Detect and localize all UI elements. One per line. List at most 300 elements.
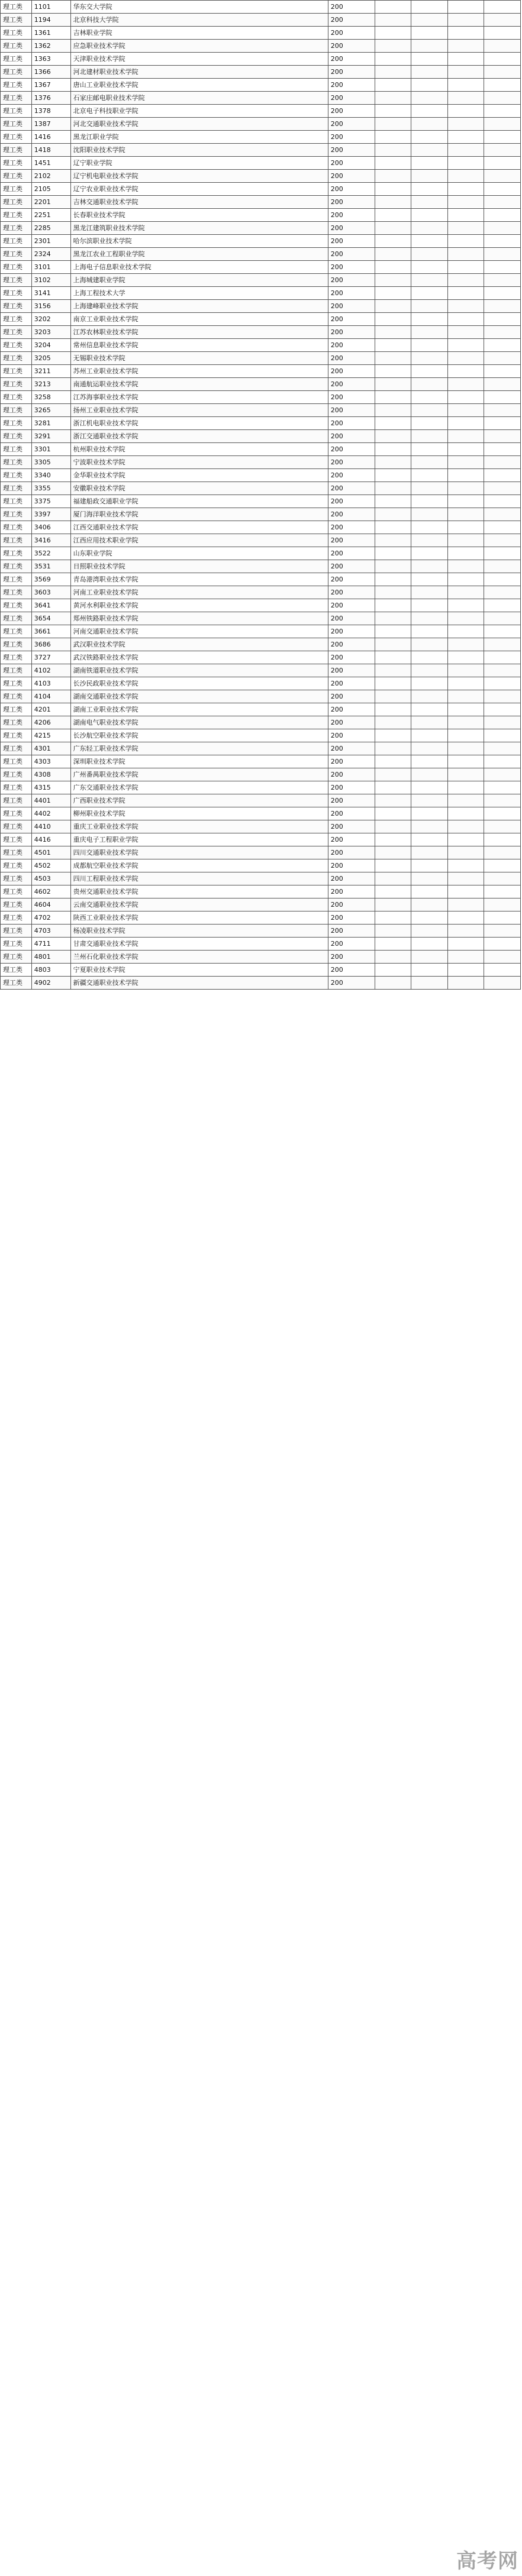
category-cell: 理工类 bbox=[1, 287, 32, 300]
school-name-cell: 湖南铁道职业技术学院 bbox=[70, 664, 328, 677]
score-cell-4 bbox=[484, 898, 521, 912]
school-code-cell: 3211 bbox=[31, 365, 70, 378]
table-row bbox=[1, 274, 521, 287]
score-cell-1 bbox=[375, 716, 411, 729]
score-cell-1 bbox=[375, 27, 411, 40]
plan-cell: 200 bbox=[328, 79, 375, 92]
score-cell-2 bbox=[411, 872, 448, 885]
table-row bbox=[1, 794, 521, 807]
category-cell: 理工类 bbox=[1, 742, 32, 755]
school-code-cell: 2324 bbox=[31, 248, 70, 261]
school-code-cell: 3406 bbox=[31, 521, 70, 534]
plan-cell: 200 bbox=[328, 925, 375, 938]
score-cell-1 bbox=[375, 274, 411, 287]
score-cell-2 bbox=[411, 690, 448, 703]
score-cell-3 bbox=[447, 560, 484, 573]
category-cell: 理工类 bbox=[1, 170, 32, 183]
table-row bbox=[1, 755, 521, 768]
score-cell-4 bbox=[484, 300, 521, 313]
school-name-cell: 宁夏职业技术学院 bbox=[70, 964, 328, 977]
score-cell-1 bbox=[375, 573, 411, 586]
plan-cell: 200 bbox=[328, 951, 375, 964]
school-code-cell: 4502 bbox=[31, 859, 70, 872]
school-name-cell: 金华职业技术学院 bbox=[70, 469, 328, 482]
score-cell-1 bbox=[375, 417, 411, 430]
table-row bbox=[1, 768, 521, 781]
score-cell-1 bbox=[375, 560, 411, 573]
school-code-cell: 4315 bbox=[31, 781, 70, 794]
score-cell-2 bbox=[411, 404, 448, 417]
score-cell-1 bbox=[375, 977, 411, 990]
category-cell: 理工类 bbox=[1, 1, 32, 14]
table-row bbox=[1, 391, 521, 404]
score-cell-1 bbox=[375, 703, 411, 716]
plan-cell: 200 bbox=[328, 768, 375, 781]
score-cell-3 bbox=[447, 14, 484, 27]
category-cell: 理工类 bbox=[1, 677, 32, 690]
score-cell-3 bbox=[447, 144, 484, 157]
plan-cell: 200 bbox=[328, 612, 375, 625]
school-name-cell: 江西交通职业技术学院 bbox=[70, 521, 328, 534]
school-code-cell: 4303 bbox=[31, 755, 70, 768]
category-cell: 理工类 bbox=[1, 977, 32, 990]
school-code-cell: 3281 bbox=[31, 417, 70, 430]
score-cell-4 bbox=[484, 573, 521, 586]
school-code-cell: 2285 bbox=[31, 222, 70, 235]
school-code-cell: 3641 bbox=[31, 599, 70, 612]
score-cell-2 bbox=[411, 925, 448, 938]
category-cell: 理工类 bbox=[1, 430, 32, 443]
school-name-cell: 四川交通职业技术学院 bbox=[70, 846, 328, 859]
table-row bbox=[1, 105, 521, 118]
category-cell: 理工类 bbox=[1, 157, 32, 170]
table-row bbox=[1, 560, 521, 573]
table-row bbox=[1, 833, 521, 846]
school-name-cell: 福建船政交通职业学院 bbox=[70, 495, 328, 508]
score-cell-4 bbox=[484, 872, 521, 885]
score-cell-1 bbox=[375, 53, 411, 66]
school-code-cell: 4703 bbox=[31, 925, 70, 938]
plan-cell: 200 bbox=[328, 183, 375, 196]
school-name-cell: 甘肃交通职业技术学院 bbox=[70, 938, 328, 951]
score-cell-4 bbox=[484, 638, 521, 651]
score-cell-1 bbox=[375, 261, 411, 274]
score-cell-4 bbox=[484, 677, 521, 690]
category-cell: 理工类 bbox=[1, 898, 32, 912]
score-cell-1 bbox=[375, 521, 411, 534]
category-cell: 理工类 bbox=[1, 755, 32, 768]
category-cell: 理工类 bbox=[1, 560, 32, 573]
score-cell-4 bbox=[484, 781, 521, 794]
table-row bbox=[1, 912, 521, 925]
table-row bbox=[1, 287, 521, 300]
score-cell-3 bbox=[447, 612, 484, 625]
school-code-cell: 4801 bbox=[31, 951, 70, 964]
plan-cell: 200 bbox=[328, 833, 375, 846]
score-cell-3 bbox=[447, 638, 484, 651]
score-cell-3 bbox=[447, 925, 484, 938]
school-code-cell: 1418 bbox=[31, 144, 70, 157]
plan-cell: 200 bbox=[328, 53, 375, 66]
score-cell-4 bbox=[484, 977, 521, 990]
school-name-cell: 长沙航空职业技术学院 bbox=[70, 729, 328, 742]
score-cell-4 bbox=[484, 105, 521, 118]
table-row bbox=[1, 781, 521, 794]
school-code-cell: 1387 bbox=[31, 118, 70, 131]
school-name-cell: 上海电子信息职业技术学院 bbox=[70, 261, 328, 274]
score-cell-4 bbox=[484, 547, 521, 560]
school-name-cell: 四川工程职业技术学院 bbox=[70, 872, 328, 885]
table-row bbox=[1, 625, 521, 638]
score-cell-3 bbox=[447, 547, 484, 560]
category-cell: 理工类 bbox=[1, 482, 32, 495]
score-cell-1 bbox=[375, 157, 411, 170]
school-name-cell: 厦门海洋职业技术学院 bbox=[70, 508, 328, 521]
score-cell-2 bbox=[411, 131, 448, 144]
table-row bbox=[1, 951, 521, 964]
category-cell: 理工类 bbox=[1, 261, 32, 274]
school-name-cell: 成都航空职业技术学院 bbox=[70, 859, 328, 872]
plan-cell: 200 bbox=[328, 664, 375, 677]
table-row bbox=[1, 586, 521, 599]
score-cell-3 bbox=[447, 391, 484, 404]
score-cell-2 bbox=[411, 833, 448, 846]
score-cell-3 bbox=[447, 768, 484, 781]
school-code-cell: 3213 bbox=[31, 378, 70, 391]
category-cell: 理工类 bbox=[1, 586, 32, 599]
score-cell-2 bbox=[411, 352, 448, 365]
school-code-cell: 3569 bbox=[31, 573, 70, 586]
score-cell-3 bbox=[447, 339, 484, 352]
school-code-cell: 3102 bbox=[31, 274, 70, 287]
score-cell-3 bbox=[447, 794, 484, 807]
score-cell-4 bbox=[484, 53, 521, 66]
table-row bbox=[1, 79, 521, 92]
table-row bbox=[1, 534, 521, 547]
school-code-cell: 4308 bbox=[31, 768, 70, 781]
school-name-cell: 杭州职业技术学院 bbox=[70, 443, 328, 456]
school-code-cell: 1416 bbox=[31, 131, 70, 144]
score-cell-1 bbox=[375, 625, 411, 638]
score-cell-1 bbox=[375, 690, 411, 703]
score-cell-3 bbox=[447, 755, 484, 768]
score-cell-3 bbox=[447, 27, 484, 40]
school-code-cell: 3156 bbox=[31, 300, 70, 313]
score-cell-2 bbox=[411, 222, 448, 235]
school-code-cell: 3355 bbox=[31, 482, 70, 495]
score-cell-3 bbox=[447, 287, 484, 300]
plan-cell: 200 bbox=[328, 898, 375, 912]
score-cell-1 bbox=[375, 105, 411, 118]
table-row bbox=[1, 482, 521, 495]
plan-cell: 200 bbox=[328, 755, 375, 768]
plan-cell: 200 bbox=[328, 326, 375, 339]
score-cell-4 bbox=[484, 222, 521, 235]
school-name-cell: 河南工业职业技术学院 bbox=[70, 586, 328, 599]
school-code-cell: 4201 bbox=[31, 703, 70, 716]
plan-cell: 200 bbox=[328, 977, 375, 990]
score-cell-4 bbox=[484, 170, 521, 183]
score-cell-1 bbox=[375, 14, 411, 27]
plan-cell: 200 bbox=[328, 443, 375, 456]
school-name-cell: 日照职业技术学院 bbox=[70, 560, 328, 573]
table-row bbox=[1, 495, 521, 508]
category-cell: 理工类 bbox=[1, 651, 32, 664]
score-cell-1 bbox=[375, 742, 411, 755]
school-code-cell: 3727 bbox=[31, 651, 70, 664]
score-cell-4 bbox=[484, 391, 521, 404]
score-cell-3 bbox=[447, 209, 484, 222]
score-cell-4 bbox=[484, 938, 521, 951]
plan-cell: 200 bbox=[328, 469, 375, 482]
category-cell: 理工类 bbox=[1, 938, 32, 951]
school-code-cell: 1367 bbox=[31, 79, 70, 92]
table-row bbox=[1, 209, 521, 222]
school-code-cell: 4402 bbox=[31, 807, 70, 820]
score-cell-2 bbox=[411, 183, 448, 196]
school-name-cell: 华东交大学院 bbox=[70, 1, 328, 14]
score-cell-1 bbox=[375, 833, 411, 846]
score-cell-3 bbox=[447, 469, 484, 482]
score-cell-3 bbox=[447, 781, 484, 794]
table-row bbox=[1, 196, 521, 209]
score-cell-4 bbox=[484, 703, 521, 716]
score-cell-2 bbox=[411, 807, 448, 820]
category-cell: 理工类 bbox=[1, 144, 32, 157]
school-code-cell: 3416 bbox=[31, 534, 70, 547]
score-cell-3 bbox=[447, 651, 484, 664]
table-row bbox=[1, 118, 521, 131]
category-cell: 理工类 bbox=[1, 196, 32, 209]
plan-cell: 200 bbox=[328, 859, 375, 872]
score-cell-2 bbox=[411, 586, 448, 599]
score-cell-2 bbox=[411, 248, 448, 261]
score-cell-1 bbox=[375, 222, 411, 235]
score-cell-3 bbox=[447, 274, 484, 287]
category-cell: 理工类 bbox=[1, 313, 32, 326]
score-cell-3 bbox=[447, 235, 484, 248]
score-cell-1 bbox=[375, 781, 411, 794]
school-code-cell: 3661 bbox=[31, 625, 70, 638]
plan-cell: 200 bbox=[328, 378, 375, 391]
category-cell: 理工类 bbox=[1, 925, 32, 938]
school-code-cell: 3204 bbox=[31, 339, 70, 352]
school-name-cell: 安徽职业技术学院 bbox=[70, 482, 328, 495]
score-cell-2 bbox=[411, 261, 448, 274]
table-row bbox=[1, 521, 521, 534]
school-name-cell: 柳州职业技术学院 bbox=[70, 807, 328, 820]
school-name-cell: 宁波职业技术学院 bbox=[70, 456, 328, 469]
school-code-cell: 2102 bbox=[31, 170, 70, 183]
score-cell-3 bbox=[447, 964, 484, 977]
score-cell-2 bbox=[411, 482, 448, 495]
plan-cell: 200 bbox=[328, 729, 375, 742]
score-cell-1 bbox=[375, 729, 411, 742]
score-cell-3 bbox=[447, 885, 484, 898]
school-code-cell: 3686 bbox=[31, 638, 70, 651]
school-name-cell: 长沙民政职业技术学院 bbox=[70, 677, 328, 690]
plan-cell: 200 bbox=[328, 157, 375, 170]
school-code-cell: 4501 bbox=[31, 846, 70, 859]
score-cell-4 bbox=[484, 378, 521, 391]
score-cell-4 bbox=[484, 456, 521, 469]
score-cell-2 bbox=[411, 391, 448, 404]
school-code-cell: 1363 bbox=[31, 53, 70, 66]
category-cell: 理工类 bbox=[1, 456, 32, 469]
plan-cell: 200 bbox=[328, 105, 375, 118]
school-name-cell: 武汉职业技术学院 bbox=[70, 638, 328, 651]
school-name-cell: 天津职业技术学院 bbox=[70, 53, 328, 66]
score-cell-3 bbox=[447, 157, 484, 170]
school-code-cell: 3305 bbox=[31, 456, 70, 469]
score-cell-4 bbox=[484, 274, 521, 287]
school-name-cell: 深圳职业技术学院 bbox=[70, 755, 328, 768]
score-cell-2 bbox=[411, 443, 448, 456]
score-cell-1 bbox=[375, 586, 411, 599]
school-code-cell: 4604 bbox=[31, 898, 70, 912]
category-cell: 理工类 bbox=[1, 79, 32, 92]
score-cell-2 bbox=[411, 846, 448, 859]
score-cell-2 bbox=[411, 144, 448, 157]
plan-cell: 200 bbox=[328, 196, 375, 209]
score-cell-2 bbox=[411, 651, 448, 664]
school-name-cell: 辽宁机电职业技术学院 bbox=[70, 170, 328, 183]
table-row bbox=[1, 1, 521, 14]
category-cell: 理工类 bbox=[1, 846, 32, 859]
score-cell-4 bbox=[484, 469, 521, 482]
score-cell-1 bbox=[375, 1, 411, 14]
plan-cell: 200 bbox=[328, 287, 375, 300]
school-code-cell: 4702 bbox=[31, 912, 70, 925]
score-cell-3 bbox=[447, 313, 484, 326]
plan-cell: 200 bbox=[328, 912, 375, 925]
score-cell-1 bbox=[375, 872, 411, 885]
score-cell-4 bbox=[484, 794, 521, 807]
school-name-cell: 哈尔滨职业技术学院 bbox=[70, 235, 328, 248]
table-row bbox=[1, 417, 521, 430]
score-cell-4 bbox=[484, 1, 521, 14]
table-row bbox=[1, 925, 521, 938]
category-cell: 理工类 bbox=[1, 912, 32, 925]
score-cell-3 bbox=[447, 625, 484, 638]
score-cell-2 bbox=[411, 274, 448, 287]
category-cell: 理工类 bbox=[1, 964, 32, 977]
plan-cell: 200 bbox=[328, 573, 375, 586]
table-row bbox=[1, 964, 521, 977]
score-cell-2 bbox=[411, 417, 448, 430]
score-cell-4 bbox=[484, 651, 521, 664]
school-name-cell: 广东交通职业技术学院 bbox=[70, 781, 328, 794]
score-cell-1 bbox=[375, 456, 411, 469]
table-row bbox=[1, 66, 521, 79]
score-cell-4 bbox=[484, 912, 521, 925]
score-cell-2 bbox=[411, 599, 448, 612]
score-sheet bbox=[0, 0, 521, 990]
category-cell: 理工类 bbox=[1, 183, 32, 196]
table-row bbox=[1, 872, 521, 885]
score-cell-2 bbox=[411, 560, 448, 573]
score-cell-4 bbox=[484, 131, 521, 144]
school-name-cell: 北京电子科技职业学院 bbox=[70, 105, 328, 118]
school-code-cell: 3301 bbox=[31, 443, 70, 456]
score-cell-3 bbox=[447, 872, 484, 885]
school-name-cell: 苏州工业职业技术学院 bbox=[70, 365, 328, 378]
score-cell-3 bbox=[447, 456, 484, 469]
school-name-cell: 江西应用技术职业学院 bbox=[70, 534, 328, 547]
plan-cell: 200 bbox=[328, 677, 375, 690]
score-cell-1 bbox=[375, 846, 411, 859]
category-cell: 理工类 bbox=[1, 40, 32, 53]
school-name-cell: 上海建峰职业技术学院 bbox=[70, 300, 328, 313]
table-row bbox=[1, 898, 521, 912]
school-name-cell: 吉林交通职业技术学院 bbox=[70, 196, 328, 209]
score-cell-2 bbox=[411, 898, 448, 912]
school-name-cell: 扬州工业职业技术学院 bbox=[70, 404, 328, 417]
school-name-cell: 南京工业职业技术学院 bbox=[70, 313, 328, 326]
plan-cell: 200 bbox=[328, 40, 375, 53]
school-name-cell: 湖南交通职业技术学院 bbox=[70, 690, 328, 703]
score-cell-3 bbox=[447, 183, 484, 196]
table-row bbox=[1, 14, 521, 27]
plan-cell: 200 bbox=[328, 404, 375, 417]
school-name-cell: 江苏农林职业技术学院 bbox=[70, 326, 328, 339]
score-cell-2 bbox=[411, 716, 448, 729]
score-cell-1 bbox=[375, 938, 411, 951]
score-cell-1 bbox=[375, 430, 411, 443]
score-cell-3 bbox=[447, 261, 484, 274]
school-code-cell: 1366 bbox=[31, 66, 70, 79]
score-cell-2 bbox=[411, 196, 448, 209]
table-row bbox=[1, 443, 521, 456]
school-name-cell: 贵州交通职业技术学院 bbox=[70, 885, 328, 898]
category-cell: 理工类 bbox=[1, 599, 32, 612]
score-cell-4 bbox=[484, 742, 521, 755]
plan-cell: 200 bbox=[328, 222, 375, 235]
score-cell-2 bbox=[411, 430, 448, 443]
score-cell-2 bbox=[411, 703, 448, 716]
score-cell-1 bbox=[375, 326, 411, 339]
school-name-cell: 武汉铁路职业技术学院 bbox=[70, 651, 328, 664]
plan-cell: 200 bbox=[328, 872, 375, 885]
score-cell-3 bbox=[447, 105, 484, 118]
score-cell-3 bbox=[447, 729, 484, 742]
score-cell-1 bbox=[375, 144, 411, 157]
plan-cell: 200 bbox=[328, 1, 375, 14]
score-cell-4 bbox=[484, 66, 521, 79]
school-name-cell: 黄河水利职业技术学院 bbox=[70, 599, 328, 612]
category-cell: 理工类 bbox=[1, 92, 32, 105]
score-cell-1 bbox=[375, 443, 411, 456]
score-cell-4 bbox=[484, 508, 521, 521]
category-cell: 理工类 bbox=[1, 131, 32, 144]
table-row bbox=[1, 157, 521, 170]
score-cell-3 bbox=[447, 703, 484, 716]
table-row bbox=[1, 456, 521, 469]
school-name-cell: 南通航运职业技术学院 bbox=[70, 378, 328, 391]
score-cell-3 bbox=[447, 833, 484, 846]
table-row bbox=[1, 170, 521, 183]
score-cell-4 bbox=[484, 430, 521, 443]
score-cell-2 bbox=[411, 287, 448, 300]
score-cell-3 bbox=[447, 534, 484, 547]
school-name-cell: 新疆交通职业技术学院 bbox=[70, 977, 328, 990]
score-cell-1 bbox=[375, 92, 411, 105]
score-cell-4 bbox=[484, 964, 521, 977]
category-cell: 理工类 bbox=[1, 105, 32, 118]
score-cell-4 bbox=[484, 183, 521, 196]
plan-cell: 200 bbox=[328, 625, 375, 638]
score-cell-3 bbox=[447, 677, 484, 690]
